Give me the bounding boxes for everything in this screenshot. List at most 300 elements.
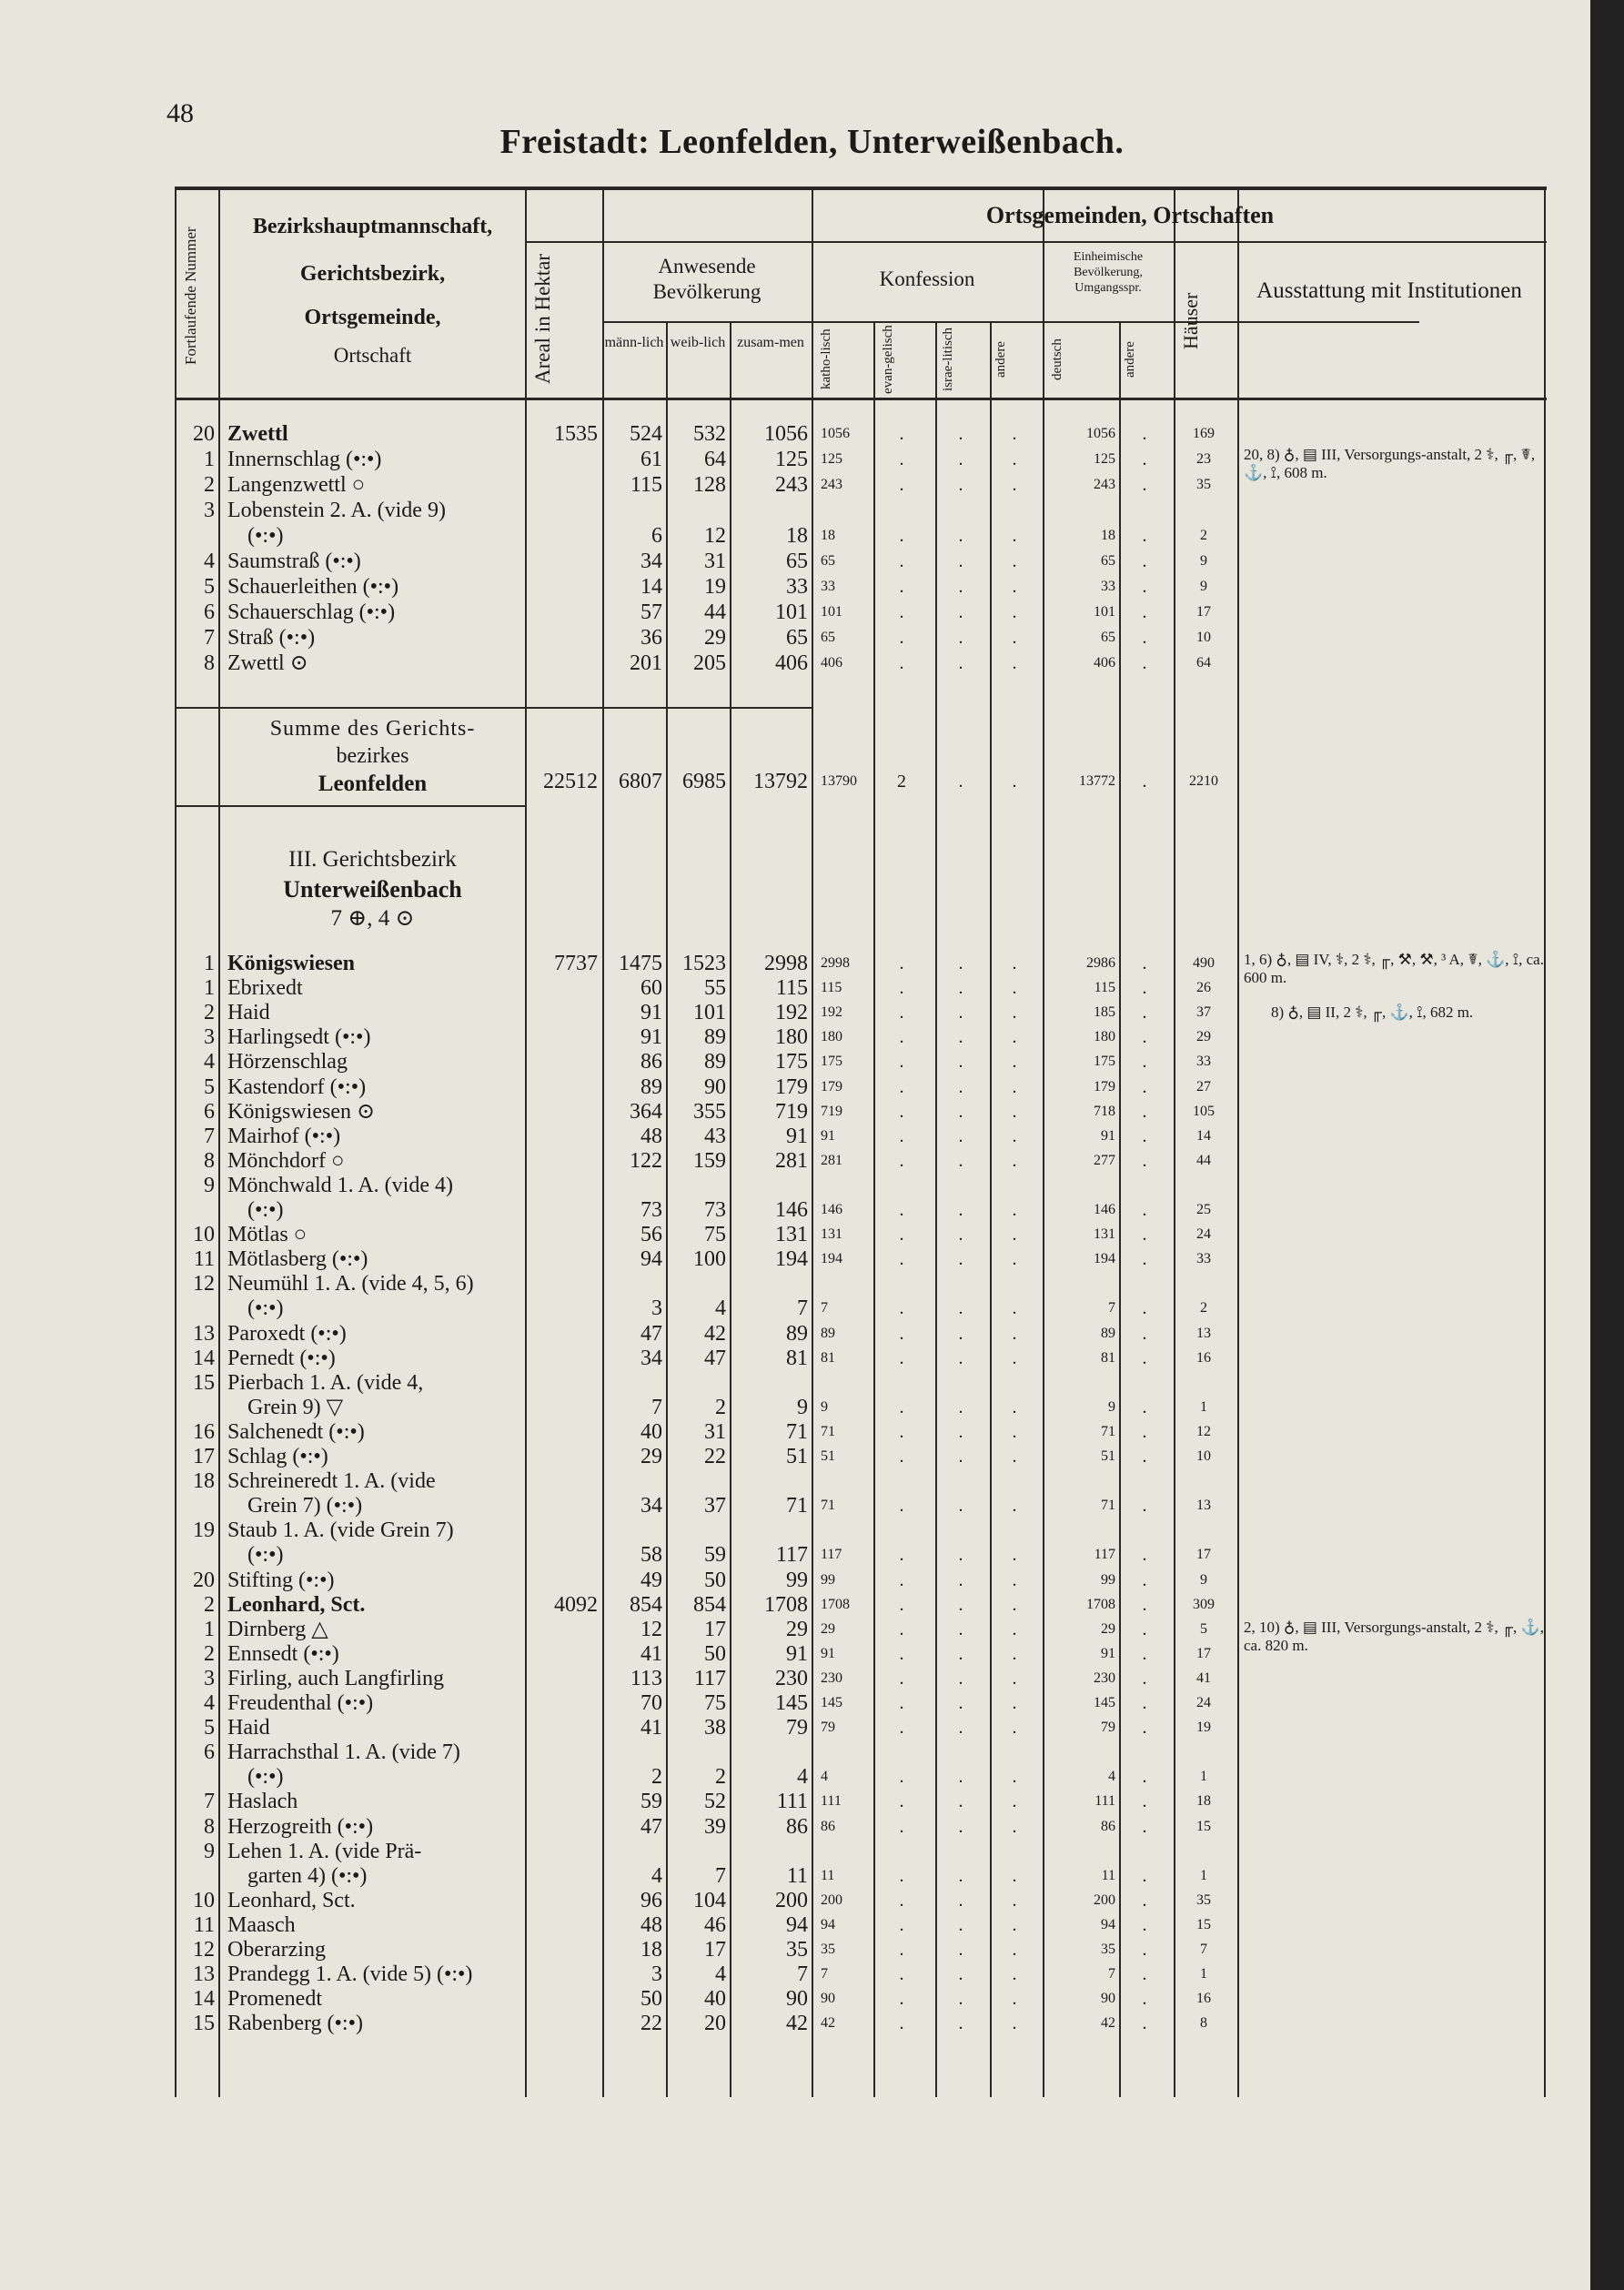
cell-w: 90	[704, 1074, 726, 1099]
cell-and: .	[1012, 1693, 1017, 1713]
cell-h: 27	[1196, 1078, 1211, 1095]
cell-z: 175	[775, 1050, 808, 1074]
cell-no: 11	[193, 1247, 215, 1272]
evangelisch-header: evan-gelisch	[881, 325, 895, 394]
cell-and2: .	[1142, 551, 1147, 571]
cell-name: Mairhof (•:•)	[227, 1124, 341, 1148]
cell-z: 11	[786, 1863, 808, 1888]
cell-z: 35	[786, 1938, 808, 1962]
cell-ev: .	[899, 577, 904, 597]
cell-ev: .	[899, 1668, 904, 1689]
cell-deu: 18	[1101, 528, 1115, 543]
cell-and2: .	[1142, 1693, 1147, 1713]
cell-and: .	[1012, 551, 1017, 571]
cell-h: 8	[1200, 2015, 1207, 2032]
cell-z: 194	[775, 1247, 808, 1272]
cell-m: 58	[641, 1543, 662, 1568]
cell-name: Grein 9) ▽	[247, 1395, 344, 1419]
cell-ev: .	[899, 1989, 904, 2010]
cell-ev: .	[899, 602, 904, 622]
cell-kath: 29	[821, 1620, 835, 1637]
cell-z: 131	[775, 1223, 808, 1247]
page-title: Freistadt: Leonfelden, Unterweißenbach.	[499, 123, 1125, 161]
cell-deu: 2986	[1086, 955, 1115, 971]
cell-z: 33	[786, 575, 808, 599]
cell-no: 2	[204, 473, 215, 497]
cell-kath: 145	[821, 1695, 842, 1710]
cell-no: 5	[204, 575, 215, 599]
cell-w: 52	[704, 1790, 726, 1814]
cell-no: 11	[193, 1912, 215, 1937]
cell-z: 86	[786, 1814, 808, 1839]
cell-ev: .	[899, 526, 904, 546]
cell-and2: .	[1142, 1397, 1147, 1417]
cell-deu: 9	[1108, 1398, 1115, 1415]
cell-m: 94	[641, 1247, 662, 1272]
cell-name: Hörzenschlag	[227, 1050, 348, 1074]
cell-w: 31	[704, 550, 726, 573]
weiblich-header: weib-lich	[670, 335, 726, 350]
cell-and: .	[1012, 1865, 1017, 1886]
cell-h: 10	[1196, 630, 1211, 645]
cell-name: Maasch	[227, 1912, 296, 1937]
cell-isr: .	[958, 526, 963, 546]
cell-deu: 406	[1094, 655, 1115, 671]
cell-z: 192	[775, 1001, 808, 1025]
cell-z: 200	[775, 1888, 808, 1912]
cell-name: Schlag (•:•)	[227, 1445, 328, 1468]
cell-w: 47	[704, 1346, 726, 1370]
section-line-2: Unterweißenbach	[283, 876, 462, 903]
cell-ev: .	[899, 1643, 904, 1664]
cell-m: 73	[641, 1198, 662, 1222]
cell-h: 12	[1196, 1423, 1211, 1439]
cell-isr: .	[958, 1989, 963, 2010]
table-row	[175, 1271, 1547, 1296]
cell-isr: .	[958, 1150, 963, 1171]
cell-w: 128	[693, 473, 726, 497]
cell-m: 3	[651, 1962, 662, 1987]
cell-m: 70	[641, 1691, 662, 1715]
cell-name: (•:•)	[247, 1765, 284, 1790]
cell-no: 14	[193, 1987, 215, 2012]
cell-deu: 65	[1101, 553, 1115, 569]
cell-ev: .	[899, 1940, 904, 1960]
cell-w: 22	[704, 1445, 726, 1468]
cell-kath: 200	[821, 1892, 842, 1908]
cell-deu: 111	[1094, 1793, 1115, 1810]
cell-deu: 7	[1108, 1966, 1115, 1982]
cell-m: 364	[630, 1099, 662, 1124]
cell-w: 159	[693, 1148, 726, 1173]
cell-name: Firling, auch Langfirling	[227, 1666, 444, 1690]
table-row	[175, 1148, 1547, 1174]
cell-and2: .	[1142, 1496, 1147, 1517]
cell-name: Schreineredt 1. A. (vide	[227, 1469, 436, 1494]
table-row	[175, 975, 1547, 1001]
cell-ev: .	[899, 978, 904, 999]
cell-and: .	[1012, 1397, 1017, 1417]
cell-isr: .	[958, 1791, 963, 1812]
cell-ev: .	[899, 1298, 904, 1319]
table-row	[175, 1690, 1547, 1716]
cell-and: .	[1012, 1890, 1017, 1911]
cell-isr: .	[958, 1101, 963, 1122]
cell-w: 89	[704, 1050, 726, 1074]
cell-ev: .	[899, 628, 904, 648]
cell-and: .	[1012, 602, 1017, 622]
cell-isr: .	[958, 1890, 963, 1911]
cell-and2: .	[1142, 1003, 1147, 1024]
cell-m: 36	[641, 626, 662, 650]
cell-no: 1	[204, 976, 215, 1001]
cell-and2: .	[1142, 1421, 1147, 1442]
cell-and2: .	[1142, 2013, 1147, 2034]
cell-z: 79	[786, 1716, 808, 1740]
cell-ev: .	[899, 1964, 904, 1985]
cell-and: .	[1012, 1347, 1017, 1368]
cell-kath: 65	[821, 553, 835, 569]
cell-h: 2210	[1189, 773, 1218, 789]
cell-ev: .	[899, 1496, 904, 1517]
cell-h: 26	[1196, 980, 1211, 996]
cell-name: Innernschlag (•:•)	[227, 448, 382, 471]
cell-deu: 91	[1101, 1645, 1115, 1661]
cell-no: 8	[204, 1814, 215, 1839]
cell-w: 7	[715, 1863, 726, 1888]
cell-h: 1	[1200, 1769, 1207, 1785]
cell-isr: .	[958, 1496, 963, 1517]
cell-ev: .	[899, 1027, 904, 1048]
cell-areal: 4092	[554, 1592, 598, 1617]
cell-kath: 243	[821, 477, 842, 492]
cell-isr: .	[958, 1865, 963, 1886]
cell-name: Straß (•:•)	[227, 626, 316, 650]
cell-w: 355	[693, 1099, 726, 1124]
cell-z: 2998	[764, 952, 808, 975]
cell-and2: .	[1142, 1225, 1147, 1246]
table-row	[175, 1124, 1547, 1149]
cell-no: 6	[204, 1740, 215, 1765]
cell-ev: .	[899, 1076, 904, 1097]
cell-w: 854	[693, 1592, 726, 1617]
cell-name: Schauerleithen (•:•)	[227, 575, 399, 599]
cell-no: 3	[204, 1025, 215, 1050]
cell-z: 101	[775, 600, 808, 624]
cell-z: 1708	[764, 1592, 808, 1617]
cell-and2: .	[1142, 1767, 1147, 1788]
cell-w: 4	[715, 1962, 726, 1987]
cell-kath: 194	[821, 1251, 842, 1267]
header-bottom-rule	[175, 398, 1547, 400]
bezirk-header-2: Gerichtsbezirk,	[299, 262, 446, 286]
cell-no: 4	[204, 1691, 215, 1715]
cell-and2: .	[1142, 1150, 1147, 1171]
cell-ev: .	[899, 1447, 904, 1467]
cell-name: Haid	[227, 1001, 270, 1025]
cell-ev: .	[899, 2013, 904, 2034]
cell-kath: 192	[821, 1004, 842, 1021]
note-zwettl: 20, 8) ♁, ▤ III, Versorgungs-anstalt, 2 ⚕, ╓, ☤, ⚓, ⟟, 608 m.	[1244, 446, 1536, 482]
cell-z: 243	[775, 473, 808, 497]
cell-and: .	[1012, 1225, 1017, 1246]
cell-isr: .	[958, 475, 963, 495]
cell-ev: .	[899, 1594, 904, 1615]
cell-and2: .	[1142, 1125, 1147, 1146]
cell-kath: 91	[821, 1127, 835, 1144]
cell-m: 2	[651, 1765, 662, 1790]
cell-z: 90	[786, 1987, 808, 2012]
cell-and: .	[1012, 1125, 1017, 1146]
cell-name: Lehen 1. A. (vide Prä-	[227, 1839, 422, 1863]
cell-z: 18	[786, 524, 808, 548]
cell-m: 89	[641, 1074, 662, 1099]
cell-deu: 42	[1101, 2015, 1115, 2032]
cell-and: .	[1012, 1150, 1017, 1171]
cell-and2: .	[1142, 1989, 1147, 2010]
cell-no: 3	[204, 1666, 215, 1690]
cell-kath: 91	[821, 1645, 835, 1661]
cell-ev: .	[899, 1347, 904, 1368]
cell-deu: 200	[1094, 1892, 1115, 1908]
cell-w: 17	[704, 1617, 726, 1641]
cell-and: .	[1012, 653, 1017, 673]
cell-deu: 180	[1094, 1029, 1115, 1045]
cell-z: 91	[786, 1124, 808, 1148]
cell-and: .	[1012, 1027, 1017, 1048]
cell-no: 13	[193, 1962, 215, 1987]
cell-z: 406	[775, 651, 808, 675]
cell-kath: 94	[821, 1916, 835, 1932]
cell-kath: 71	[821, 1498, 835, 1514]
cell-and2: .	[1142, 1791, 1147, 1812]
table-row	[175, 1173, 1547, 1198]
cell-deu: 718	[1094, 1103, 1115, 1119]
cell-deu: 33	[1101, 579, 1115, 594]
cell-isr: .	[958, 1052, 963, 1073]
cell-h: 9	[1200, 579, 1207, 594]
cell-and: .	[1012, 1447, 1017, 1467]
cell-and2: .	[1142, 475, 1147, 495]
table-row	[175, 625, 1547, 651]
cell-no: 12	[193, 1938, 215, 1962]
cell-z: 71	[786, 1419, 808, 1444]
cell-w: 31	[704, 1419, 726, 1444]
cell-isr: .	[958, 978, 963, 999]
cell-ev: .	[899, 1545, 904, 1566]
cell-name: Schauerschlag (•:•)	[227, 600, 396, 624]
cell-m: 91	[641, 1025, 662, 1050]
cell-no: 9	[204, 1173, 215, 1197]
cell-w: 2	[715, 1395, 726, 1419]
cell-isr: .	[958, 424, 963, 444]
cell-deu: 99	[1101, 1571, 1115, 1588]
cell-m: 91	[641, 1001, 662, 1025]
cell-m: 48	[641, 1124, 662, 1148]
cell-h: 33	[1196, 1054, 1211, 1070]
cell-name: Pernedt (•:•)	[227, 1346, 336, 1370]
cell-and2: .	[1142, 953, 1147, 974]
cell-name: Harrachsthal 1. A. (vide 7)	[227, 1740, 460, 1765]
cell-w: 75	[704, 1691, 726, 1715]
cell-m: 6	[651, 524, 662, 548]
cell-kath: 1056	[821, 426, 850, 441]
cell-kath: 13790	[821, 773, 857, 789]
cell-and2: .	[1142, 1816, 1147, 1837]
cell-and2: .	[1142, 1249, 1147, 1270]
cell-ev: .	[899, 1421, 904, 1442]
cell-ev: .	[899, 1225, 904, 1246]
table-row	[175, 1222, 1547, 1247]
cell-name: Herzogreith (•:•)	[227, 1814, 374, 1839]
cell-h: 33	[1196, 1251, 1211, 1267]
cell-name: Paroxedt (•:•)	[227, 1321, 347, 1346]
cell-m: 14	[641, 575, 662, 599]
cell-and: .	[1012, 1052, 1017, 1073]
anwesende-header: Anwesende Bevölkerung	[652, 255, 762, 303]
cell-name: Königswiesen	[227, 952, 356, 975]
cell-and2: .	[1142, 602, 1147, 622]
cell-kath: 81	[821, 1349, 835, 1366]
cell-m: 57	[641, 600, 662, 624]
table-row	[175, 1962, 1547, 1987]
cell-and2: .	[1142, 1545, 1147, 1566]
cell-deu: 4	[1108, 1769, 1115, 1785]
cell-kath: 1708	[821, 1596, 850, 1612]
cell-h: 13	[1196, 1498, 1211, 1514]
cell-kath: 179	[821, 1078, 842, 1095]
lfd-header: Fortlaufende Nummer	[182, 227, 199, 365]
cell-kath: 7	[821, 1300, 828, 1316]
cell-name: Promenedt	[227, 1987, 322, 2012]
table-row	[175, 1049, 1547, 1074]
cell-isr: .	[958, 1200, 963, 1220]
table-row	[175, 1246, 1547, 1272]
cell-w: 2	[715, 1765, 726, 1790]
cell-z: 1056	[764, 422, 808, 446]
cell-m: 48	[641, 1912, 662, 1937]
cell-no: 13	[193, 1321, 215, 1346]
cell-no: 20	[193, 1568, 215, 1592]
cell-and2: .	[1142, 1718, 1147, 1739]
cell-no: 1	[204, 1617, 215, 1641]
cell-deu: 65	[1101, 630, 1115, 645]
cell-isr: .	[958, 2013, 963, 2034]
cell-h: 169	[1193, 426, 1215, 441]
cell-deu: 125	[1094, 451, 1115, 467]
cell-and2: .	[1142, 1323, 1147, 1344]
cell-name: (•:•)	[247, 1296, 284, 1321]
cell-name: Kastendorf (•:•)	[227, 1074, 367, 1099]
cell-and: .	[1012, 1619, 1017, 1639]
cell-ev: .	[899, 1003, 904, 1024]
cell-kath: 406	[821, 655, 842, 671]
cell-m: 40	[641, 1419, 662, 1444]
cell-deu: 230	[1094, 1670, 1115, 1686]
cell-m: 59	[641, 1790, 662, 1814]
table-row	[175, 574, 1547, 600]
cell-isr: .	[958, 1668, 963, 1689]
cell-deu: 146	[1094, 1202, 1115, 1217]
cell-w: 1523	[682, 952, 726, 975]
cell-no: 20	[193, 422, 215, 446]
cell-and2: .	[1142, 1865, 1147, 1886]
table-row	[175, 2011, 1547, 2036]
cell-h: 17	[1196, 1547, 1211, 1563]
cell-name: Mönchdorf ○	[227, 1148, 345, 1173]
cell-w: 117	[693, 1666, 726, 1690]
cell-w: 19	[704, 575, 726, 599]
cell-deu: 79	[1101, 1720, 1115, 1736]
cell-name: Königswiesen ⊙	[227, 1099, 376, 1124]
cell-kath: 18	[821, 528, 835, 543]
cell-ev: .	[899, 1249, 904, 1270]
cell-kath: 175	[821, 1054, 842, 1070]
cell-and2: .	[1142, 449, 1147, 469]
cell-and: .	[1012, 1003, 1017, 1024]
cell-isr: .	[958, 1643, 963, 1664]
header-subrule-2	[602, 321, 1419, 323]
cell-kath: 230	[821, 1670, 842, 1686]
cell-h: 1	[1200, 1966, 1207, 1982]
cell-ev: .	[899, 551, 904, 571]
summe-line-3: Leonfelden	[318, 772, 428, 796]
konfession-header: Konfession	[879, 267, 975, 290]
cell-h: 24	[1196, 1695, 1211, 1710]
table-row	[175, 600, 1547, 625]
cell-name: Leonhard, Sct.	[227, 1888, 356, 1912]
cell-and: .	[1012, 1914, 1017, 1935]
cell-no: 1	[204, 952, 215, 975]
cell-areal: 22512	[543, 770, 598, 793]
cell-w: 17	[704, 1938, 726, 1962]
cell-w: 89	[704, 1025, 726, 1050]
cell-ev: .	[899, 1619, 904, 1639]
cell-no: 1	[204, 448, 215, 471]
cell-m: 61	[641, 448, 662, 471]
cell-w: 29	[704, 626, 726, 650]
areal-header: Areal in Hektar	[531, 253, 554, 384]
cell-deu: 86	[1101, 1818, 1115, 1834]
cell-kath: 131	[821, 1226, 842, 1243]
cell-w: 40	[704, 1987, 726, 2012]
cell-deu: 131	[1094, 1226, 1115, 1243]
cell-h: 18	[1196, 1793, 1211, 1810]
cell-isr: .	[958, 1225, 963, 1246]
cell-m: 49	[641, 1568, 662, 1592]
cell-name: Freudenthal (•:•)	[227, 1691, 374, 1715]
table-row	[175, 421, 1547, 447]
cell-name: Zwettl ⊙	[227, 651, 308, 675]
cell-name: Prandegg 1. A. (vide 5) (•:•)	[227, 1962, 473, 1987]
cell-no: 17	[193, 1445, 215, 1468]
cell-and2: .	[1142, 1964, 1147, 1985]
cell-m: 1475	[619, 952, 662, 975]
cell-name: Stifting (•:•)	[227, 1568, 335, 1592]
cell-and: .	[1012, 1496, 1017, 1517]
cell-isr: .	[958, 1816, 963, 1837]
cell-and: .	[1012, 1298, 1017, 1319]
cell-deu: 81	[1101, 1349, 1115, 1366]
cell-no: 2	[204, 1592, 215, 1617]
cell-h: 14	[1196, 1127, 1211, 1144]
cell-z: 71	[786, 1494, 808, 1518]
table-row	[175, 1197, 1547, 1223]
cell-isr: .	[958, 1125, 963, 1146]
cell-z: 4	[797, 1765, 808, 1790]
table-row	[175, 1493, 1547, 1518]
cell-kath: 65	[821, 630, 835, 645]
